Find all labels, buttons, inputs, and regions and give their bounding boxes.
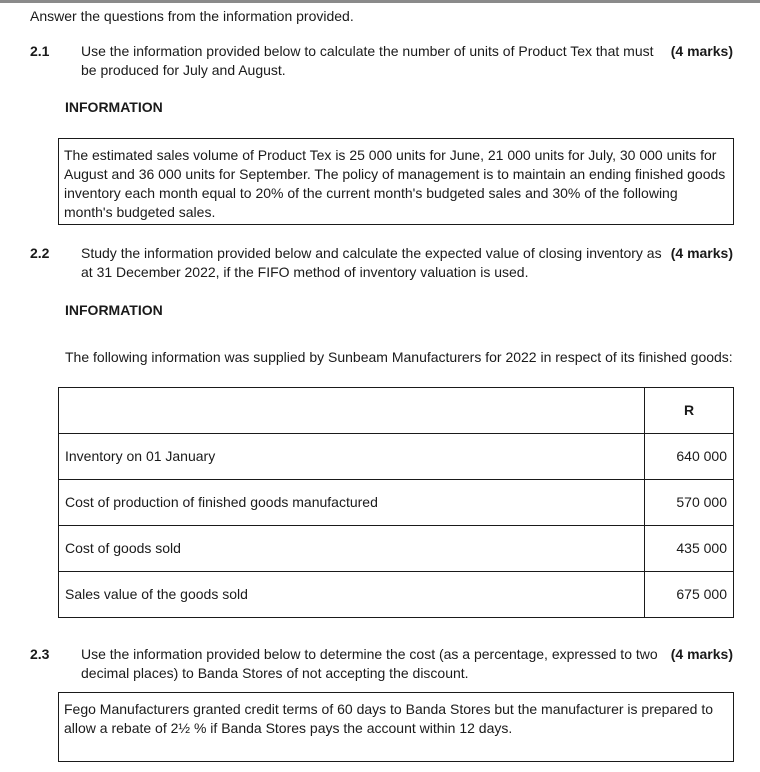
question-2-1-number: 2.1 xyxy=(30,43,50,59)
question-2-3-marks: (4 marks) xyxy=(670,646,733,662)
finished-goods-table xyxy=(58,387,734,618)
question-2-3-info-box xyxy=(58,692,734,762)
question-2-2-number: 2.2 xyxy=(30,245,50,261)
table-row xyxy=(59,526,734,572)
question-2-2-marks: (4 marks) xyxy=(670,245,733,261)
question-2-2-lead-text: The following information was supplied by Sunbeam Manufacturers for 2022 in respect of its finished goods: xyxy=(65,349,733,365)
question-2-1-info-heading: INFORMATION xyxy=(65,99,163,115)
question-2-1-info-box xyxy=(58,138,734,225)
question-2-1-text: Use the information provided below to calculate the number of units of Product Tex that must be produced for July and August. xyxy=(81,43,654,78)
table-row-value: 640 000 xyxy=(645,434,734,480)
table-row-label: Sales value of the goods sold xyxy=(59,572,645,618)
table-row-value: 435 000 xyxy=(645,526,734,572)
table-row-value: 675 000 xyxy=(645,572,734,618)
table-header-label-cell xyxy=(59,388,645,434)
question-2-3-info-text: Fego Manufacturers granted credit terms of 60 days to Banda Stores but the manufacturer is prepared to allow a rebate of 2½ % if Banda Stores pays the account within 12 days. xyxy=(64,701,714,736)
question-2-3-number: 2.3 xyxy=(30,646,50,662)
question-2-1-info-text: The estimated sales volume of Product Tex is 25 000 units for June, 21 000 units for July, 30 000 units for August and 36 000 units for September. The policy of management is to maintain an ending finished goods inventory each month equal to 20% of the current month's budgeted sales and 30% of the following month's budgeted sales. xyxy=(64,147,726,220)
table-row-value: 570 000 xyxy=(645,480,734,526)
table-row xyxy=(59,434,734,480)
question-2-2-text: Study the information provided below and calculate the expected value of closing inventory as at 31 December 2022, if the FIFO method of inventory valuation is used. xyxy=(81,245,662,280)
top-border-line xyxy=(0,0,760,3)
table-row-label: Cost of goods sold xyxy=(59,526,645,572)
question-2-2-info-heading: INFORMATION xyxy=(65,302,163,318)
table-row-label: Inventory on 01 January xyxy=(59,434,645,480)
table-row xyxy=(59,480,734,526)
question-2-1-marks: (4 marks) xyxy=(670,43,733,59)
table-header-row xyxy=(59,388,734,434)
question-2-3-text: Use the information provided below to determine the cost (as a percentage, expressed to two decimal places) to Banda Stores of not accepting the discount. xyxy=(81,646,658,681)
table-header-currency: R xyxy=(645,388,734,434)
instructions-text: Answer the questions from the information provided. xyxy=(30,8,354,24)
table-row-label: Cost of production of finished goods manufactured xyxy=(59,480,645,526)
table-row xyxy=(59,572,734,618)
